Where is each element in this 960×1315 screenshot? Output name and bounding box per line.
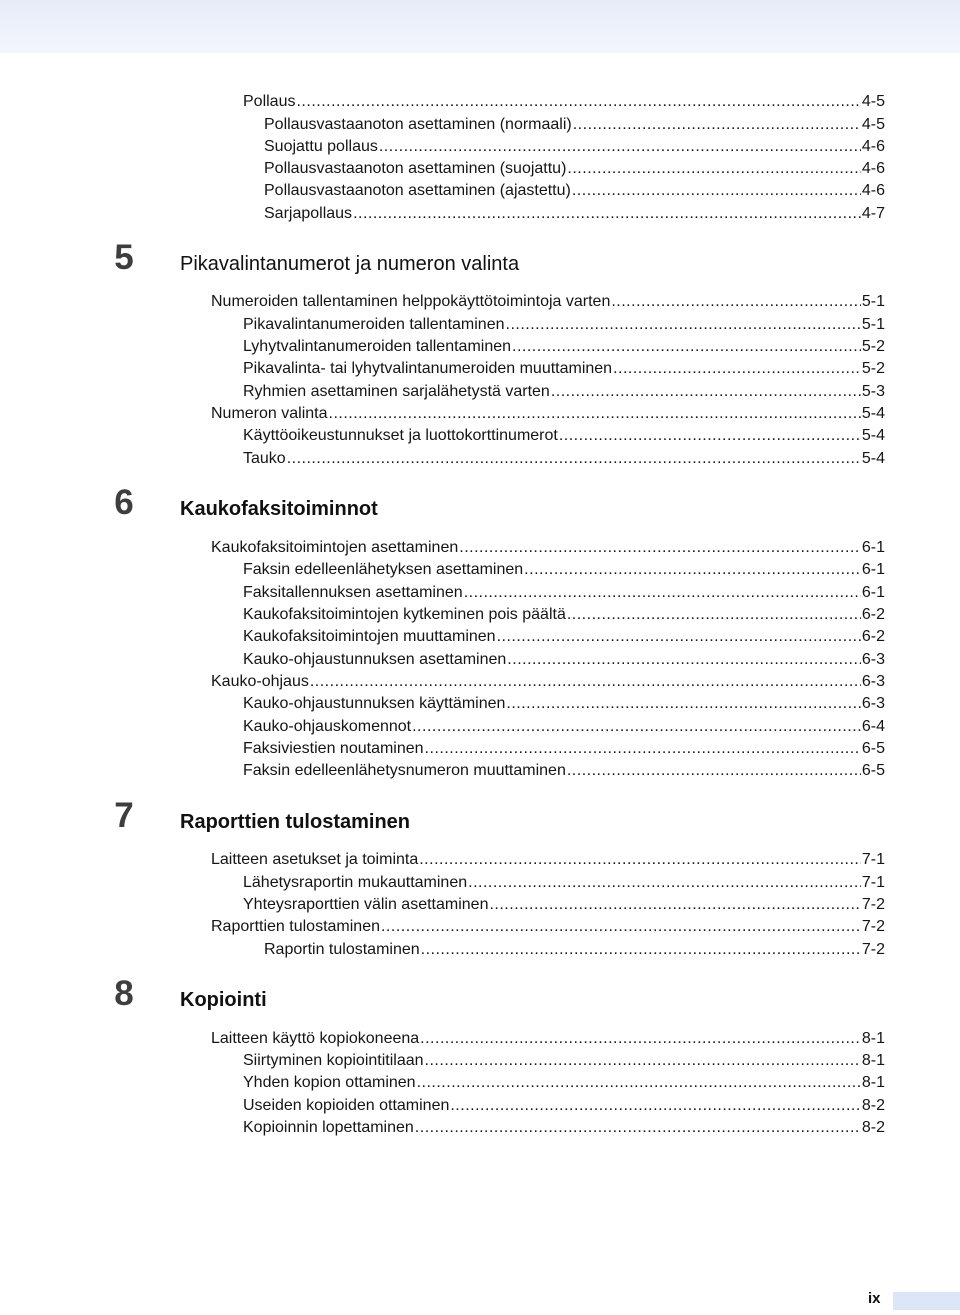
dot-leader xyxy=(573,114,861,136)
toc-entry[interactable] xyxy=(243,693,885,715)
toc-entry-page: 7-2 xyxy=(861,918,885,935)
toc-entry-page: 7-2 xyxy=(861,896,885,913)
toc-entry-page: 6-3 xyxy=(861,651,885,668)
page-number: ix xyxy=(868,1290,881,1307)
toc-entry-title: Pikavalinta- tai lyhytvalintanumeroiden muuttaminen xyxy=(243,360,613,377)
dot-leader xyxy=(507,649,861,671)
toc-entry-title: Raportin tulostaminen xyxy=(264,941,420,958)
toc-entry[interactable] xyxy=(243,381,885,403)
toc-entry[interactable] xyxy=(211,403,885,425)
toc-entry-page: 8-1 xyxy=(861,1074,885,1091)
toc-entry-page: 6-5 xyxy=(861,762,885,779)
toc-entry-page: 7-1 xyxy=(861,851,885,868)
toc-entry-page: 4-5 xyxy=(861,93,885,110)
toc-entry-title: Faksiviestien noutaminen xyxy=(243,740,424,757)
toc-entry[interactable] xyxy=(264,158,885,180)
dot-leader xyxy=(613,358,861,380)
toc-entry-page: 6-5 xyxy=(861,740,885,757)
dot-leader xyxy=(379,136,861,158)
folio-tab xyxy=(893,1292,960,1310)
toc-entry-page: 6-2 xyxy=(861,628,885,645)
toc-entry-title: Laitteen asetukset ja toiminta xyxy=(211,851,419,868)
toc-entry[interactable] xyxy=(243,716,885,738)
toc-entry-page: 8-1 xyxy=(861,1030,885,1047)
chapter-title[interactable]: Kopiointi xyxy=(180,989,267,1011)
toc-entry-title: Numeroiden tallentaminen helppokäyttötoimintoja varten xyxy=(211,293,611,310)
toc-entry-page: 5-1 xyxy=(861,316,885,333)
dot-leader xyxy=(310,671,861,693)
toc-entry[interactable] xyxy=(243,1117,885,1139)
toc-entry-title: Yhteysraporttien välin asettaminen xyxy=(243,896,489,913)
dot-leader xyxy=(425,1050,861,1072)
toc-entry[interactable] xyxy=(243,91,885,113)
toc-entry-page: 5-2 xyxy=(861,360,885,377)
toc-entry[interactable] xyxy=(243,358,885,380)
toc-entry-title: Kauko-ohjaus xyxy=(211,673,309,690)
toc-entry-title: Faksin edelleenlähetyksen asettaminen xyxy=(243,561,524,578)
dot-leader xyxy=(506,314,861,336)
toc-entry-title: Pollausvastaanoton asettaminen (ajastettu) xyxy=(264,182,571,199)
toc-entry[interactable] xyxy=(264,939,885,961)
toc-entry-title: Numeron valinta xyxy=(211,405,328,422)
dot-leader xyxy=(417,1072,861,1094)
toc-entry-page: 5-1 xyxy=(861,293,885,310)
toc-entry-page: 6-1 xyxy=(861,584,885,601)
chapter-number: 5 xyxy=(114,238,134,277)
toc-entry-page: 5-2 xyxy=(861,338,885,355)
dot-leader xyxy=(567,158,860,180)
toc-entry[interactable] xyxy=(211,291,885,313)
toc-entry-page: 6-3 xyxy=(861,695,885,712)
toc-entry-title: Kopioinnin lopettaminen xyxy=(243,1119,414,1136)
toc-entry-title: Lähetysraportin mukauttaminen xyxy=(243,874,468,891)
toc-entry-title: Käyttöoikeustunnukset ja luottokorttinumerot xyxy=(243,427,558,444)
dot-leader xyxy=(381,916,861,938)
toc-entry[interactable] xyxy=(243,1072,885,1094)
chapter-title[interactable]: Raporttien tulostaminen xyxy=(180,811,411,833)
toc-entry-page: 4-7 xyxy=(861,205,885,222)
dot-leader xyxy=(415,1117,861,1139)
toc-entry-page: 6-1 xyxy=(861,561,885,578)
toc-entry-title: Useiden kopioiden ottaminen xyxy=(243,1097,450,1114)
toc-entry[interactable] xyxy=(243,894,885,916)
dot-leader xyxy=(419,849,861,871)
toc-entry[interactable] xyxy=(264,203,885,225)
dot-leader xyxy=(567,604,861,626)
dot-leader xyxy=(611,291,861,313)
toc-entry[interactable] xyxy=(243,425,885,447)
toc-entry[interactable] xyxy=(211,671,885,693)
toc-entry-title: Tauko xyxy=(243,450,286,467)
toc-entry-page: 8-1 xyxy=(861,1052,885,1069)
toc-entry[interactable] xyxy=(243,314,885,336)
toc-entry-title: Siirtyminen kopiointitilaan xyxy=(243,1052,424,1069)
toc-entry-title: Lyhytvalintanumeroiden tallentaminen xyxy=(243,338,512,355)
toc-entry-title: Laitteen käyttö kopiokoneena xyxy=(211,1030,420,1047)
toc-entry-title: Raporttien tulostaminen xyxy=(211,918,380,935)
toc-entry-page: 5-4 xyxy=(861,405,885,422)
dot-leader xyxy=(506,693,860,715)
dot-leader xyxy=(412,716,861,738)
toc-entry[interactable] xyxy=(211,916,885,938)
dot-leader xyxy=(421,939,861,961)
toc-entry-title: Kaukofaksitoimintojen kytkeminen pois päältä xyxy=(243,606,566,623)
toc-entry[interactable] xyxy=(243,559,885,581)
toc-entry-page: 6-4 xyxy=(861,718,885,735)
dot-leader xyxy=(329,403,861,425)
toc-entry[interactable] xyxy=(264,136,885,158)
dot-leader xyxy=(567,760,861,782)
toc-entry[interactable] xyxy=(243,760,885,782)
dot-leader xyxy=(489,894,860,916)
toc-entry-title: Kauko-ohjauskomennot xyxy=(243,718,412,735)
toc-entry-title: Kaukofaksitoimintojen asettaminen xyxy=(211,539,459,556)
toc-entry[interactable] xyxy=(264,180,885,202)
dot-leader xyxy=(572,180,861,202)
toc-entry-page: 6-2 xyxy=(861,606,885,623)
dot-leader xyxy=(512,336,861,358)
toc-entry-title: Kauko-ohjaustunnuksen asettaminen xyxy=(243,651,507,668)
toc-entry-title: Sarjapollaus xyxy=(264,205,353,222)
toc-entry-page: 8-2 xyxy=(861,1097,885,1114)
dot-leader xyxy=(287,448,861,470)
toc-entry[interactable] xyxy=(243,872,885,894)
toc-entry[interactable] xyxy=(243,582,885,604)
toc-entry[interactable] xyxy=(211,537,885,559)
toc-entry-page: 8-2 xyxy=(861,1119,885,1136)
toc-entry-page: 4-5 xyxy=(861,116,885,133)
dot-leader xyxy=(468,872,861,894)
chapter-title[interactable]: Kaukofaksitoiminnot xyxy=(180,498,378,520)
dot-leader xyxy=(450,1095,861,1117)
toc-entry[interactable] xyxy=(264,114,885,136)
toc-entry-page: 7-1 xyxy=(861,874,885,891)
toc-entry-page: 5-3 xyxy=(861,383,885,400)
toc-entry-title: Ryhmien asettaminen sarjalähetystä varten xyxy=(243,383,550,400)
toc-entry[interactable] xyxy=(243,448,885,470)
toc-entry-title: Pollausvastaanoton asettaminen (suojattu) xyxy=(264,160,567,177)
chapter-title[interactable]: Pikavalintanumerot ja numeron valinta xyxy=(180,253,520,275)
toc-entry-title: Kauko-ohjaustunnuksen käyttäminen xyxy=(243,695,506,712)
dot-leader xyxy=(464,582,861,604)
chapter-number: 6 xyxy=(114,483,134,522)
toc-entry-page: 4-6 xyxy=(861,182,885,199)
toc-entry-page: 6-3 xyxy=(861,673,885,690)
dot-leader xyxy=(551,381,861,403)
dot-leader xyxy=(420,1028,861,1050)
dot-leader xyxy=(296,91,860,113)
toc-entry-page: 7-2 xyxy=(861,941,885,958)
toc-entry-page: 4-6 xyxy=(861,138,885,155)
toc-entry[interactable] xyxy=(243,1050,885,1072)
toc-entry[interactable] xyxy=(243,604,885,626)
toc-entry[interactable] xyxy=(211,1028,885,1050)
toc-entry[interactable] xyxy=(243,738,885,760)
toc-entry-title: Kaukofaksitoimintojen muuttaminen xyxy=(243,628,496,645)
toc-entry-page: 6-1 xyxy=(861,539,885,556)
top-header-band xyxy=(0,0,960,53)
toc-entry[interactable] xyxy=(243,336,885,358)
toc-entry-title: Faksin edelleenlähetysnumeron muuttaminen xyxy=(243,762,566,779)
toc-entry-page: 5-4 xyxy=(861,450,885,467)
dot-leader xyxy=(497,626,861,648)
toc-entry[interactable] xyxy=(243,649,885,671)
toc-entry-title: Suojattu pollaus xyxy=(264,138,378,155)
toc-entry[interactable] xyxy=(211,849,885,871)
toc-entry[interactable] xyxy=(243,626,885,648)
toc-entry-title: Pollaus xyxy=(243,93,296,110)
dot-leader xyxy=(524,559,861,581)
dot-leader xyxy=(353,203,861,225)
toc-entry-title: Pikavalintanumeroiden tallentaminen xyxy=(243,316,505,333)
toc-entry-page: 4-6 xyxy=(861,160,885,177)
toc-entry-title: Faksitallennuksen asettaminen xyxy=(243,584,463,601)
toc-entry[interactable] xyxy=(243,1095,885,1117)
toc-entry-title: Pollausvastaanoton asettaminen (normaali) xyxy=(264,116,572,133)
dot-leader xyxy=(559,425,861,447)
toc-entry-title: Yhden kopion ottaminen xyxy=(243,1074,416,1091)
dot-leader xyxy=(425,738,861,760)
dot-leader xyxy=(459,537,861,559)
chapter-number: 8 xyxy=(114,974,134,1013)
toc-entry-page: 5-4 xyxy=(861,427,885,444)
chapter-number: 7 xyxy=(114,796,134,835)
